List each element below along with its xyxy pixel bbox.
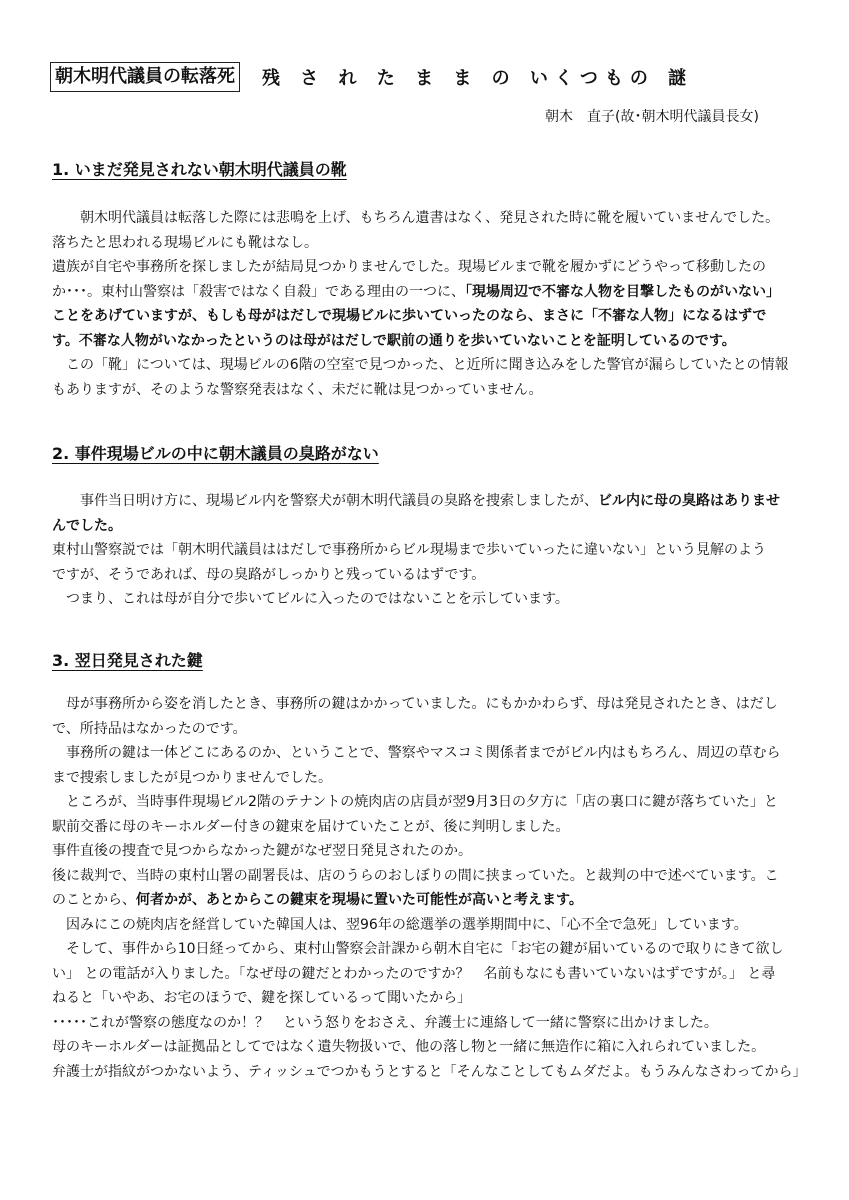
text-line xyxy=(52,913,802,938)
emphasis-text: んでした。 xyxy=(52,517,122,534)
text-line xyxy=(52,514,802,539)
body-text: 落ちたと思われる現場ビルにも靴はなし。 xyxy=(52,234,318,251)
body-text: つまり、これは母が自分で歩いてビルに入ったのではないことを示しています。 xyxy=(52,591,569,607)
text-line xyxy=(52,741,802,766)
body-text: もありますが、そのような警察発表はなく、未だに靴は見つかっていません。 xyxy=(52,381,543,398)
body-text: まで捜索しましたが見つかりませんでした。 xyxy=(52,769,332,786)
text-line xyxy=(52,864,802,889)
body-text: 遺族が自宅や事務所を探しましたが結局見つかりませんでした。現場ビルまで靴を履かずにどうやって移動したの xyxy=(52,259,766,275)
text-line xyxy=(52,692,802,717)
text-line xyxy=(52,231,802,256)
section-1-body xyxy=(52,206,802,402)
text-line xyxy=(52,304,802,329)
body-text: で、所持品はなかったのです。 xyxy=(52,720,247,737)
author-line: 朝木 直子(故･朝木明代議員長女) xyxy=(545,109,759,125)
body-text: ねると「いやあ、お宅のほうで、鍵を探しているって聞いたから」 xyxy=(52,990,472,1006)
text-line xyxy=(52,888,802,913)
text-line xyxy=(52,766,802,791)
text-line xyxy=(52,986,802,1011)
body-text: 東村山警察説では「朝木明代議員ははだしで事務所からビル現場まで歩いていったに違いない」という見解のよう xyxy=(52,542,766,558)
text-line xyxy=(52,353,802,378)
text-line xyxy=(52,538,802,563)
text-line xyxy=(52,717,802,742)
body-text: か･･･。東村山警察は「殺害ではなく自殺」である理由の一つに、 xyxy=(52,283,465,300)
document-title-subtitle: 残 さ れ た ま ま の いくつもの 謎 xyxy=(262,68,694,89)
body-text: 弁護士が指紋がつかないよう、ティッシュでつかもうとすると「そんなことしてもムダだよ。もうみんなさわってから」 xyxy=(52,1063,807,1080)
text-line xyxy=(52,962,802,987)
emphasis-text: 何者かが、あとからこの鍵束を現場に置いた可能性が高いと考えます。 xyxy=(136,892,583,908)
text-line xyxy=(52,790,802,815)
document-title-boxed: 朝木明代議員の転落死 xyxy=(50,62,240,92)
body-text: い」 との電話が入りました。「なぜ母の鍵だとわかったのですか？ 名前もなにも書いていないはずですが。」 と尋 xyxy=(52,965,776,982)
title-row xyxy=(50,62,693,92)
body-text: そして、事件から10日経ってから、東村山警察会計課から朝木自宅に「お宅の鍵が届いているので取りにきて欲し xyxy=(52,941,784,957)
section-2-body xyxy=(52,489,802,612)
section-2-heading: 2. 事件現場ビルの中に朝木議員の臭路がない xyxy=(52,444,379,463)
emphasis-text: 「現場周辺で不審な人物を目撃したものがいない」 xyxy=(465,283,780,300)
body-text: 事件直後の捜査で見つからなかった鍵がなぜ翌日発見されたのか。 xyxy=(52,843,472,859)
emphasis-text: す。不審な人物がいなかったというのは母がはだしで駅前の通りを歩いていないことを証明しているのです。 xyxy=(52,332,736,349)
body-text: ですが、そうであれば、母の臭路がしっかりと残っているはずです。 xyxy=(52,566,486,583)
body-text: 事件当日明け方に、現場ビル内を警察犬が朝木明代議員の臭路を捜索しましたが、 xyxy=(52,493,598,509)
body-text: ところが、当時事件現場ビル2階のテナントの焼肉店の店員が翌9月3日の夕方に「店の裏口に鍵が落ちていた」と xyxy=(52,794,778,810)
text-line xyxy=(52,206,802,231)
text-line xyxy=(52,587,802,612)
text-line xyxy=(52,378,802,403)
body-text: 母が事務所から姿を消したとき、事務所の鍵はかかっていました。にもかかわらず、母は発見されたとき、はだし xyxy=(52,696,778,712)
body-text: この「靴」については、現場ビルの6階の空室で見つかった、と近所に聞き込みをした警官が漏らしていたとの情報 xyxy=(52,357,789,373)
text-line xyxy=(52,280,802,305)
section-3-body xyxy=(52,692,807,1084)
emphasis-text: ことをあげていますが、もしも母がはだしで現場ビルに歩いていったのなら、まさに「不審な人物」になるはずで xyxy=(52,308,767,324)
text-line xyxy=(52,937,802,962)
text-line xyxy=(52,1035,802,1060)
body-text: 駅前交番に母のキーホルダー付きの鍵束を届けていたことが、後に判明しました。 xyxy=(52,818,570,835)
body-text: 母のキーホルダーは証拠品としてではなく遺失物扱いで、他の落し物と一緒に無造作に箱に入れられていました。 xyxy=(52,1039,766,1055)
text-line xyxy=(52,839,802,864)
text-line xyxy=(52,563,802,588)
section-1-heading: 1. いまだ発見されない朝木明代議員の靴 xyxy=(52,160,347,179)
text-line xyxy=(52,1060,807,1085)
body-text: 事務所の鍵は一体どこにあるのか、ということで、警察やマスコミ関係者までがビル内はもちろん、周辺の草むら xyxy=(52,745,781,761)
body-text: 因みにこの焼肉店を経営していた韓国人は、翌96年の総選挙の選挙期間中に、「心不全で急死」しています。 xyxy=(52,916,748,933)
section-3-heading: 3. 翌日発見された鍵 xyxy=(52,651,203,670)
body-text: 後に裁判で、当時の東村山署の副署長は、店のうらのおしぼりの間に挟まっていた。と裁判の中で述べています。こ xyxy=(52,867,779,884)
text-line xyxy=(52,815,802,840)
body-text: のことから、 xyxy=(52,892,136,908)
body-text: ･････これが警察の態度なのか！？ という怒りをおさえ、弁護士に連絡して一緒に警察に出かけました。 xyxy=(52,1014,718,1031)
text-line xyxy=(52,489,802,514)
body-text: 朝木明代議員は転落した際には悲鳴を上げ、もちろん遺書はなく、発見された時に靴を履いていませんでした。 xyxy=(52,210,780,226)
emphasis-text: ビル内に母の臭路はありませ xyxy=(598,493,780,509)
text-line xyxy=(52,1011,802,1036)
text-line xyxy=(52,255,802,280)
text-line xyxy=(52,329,802,354)
